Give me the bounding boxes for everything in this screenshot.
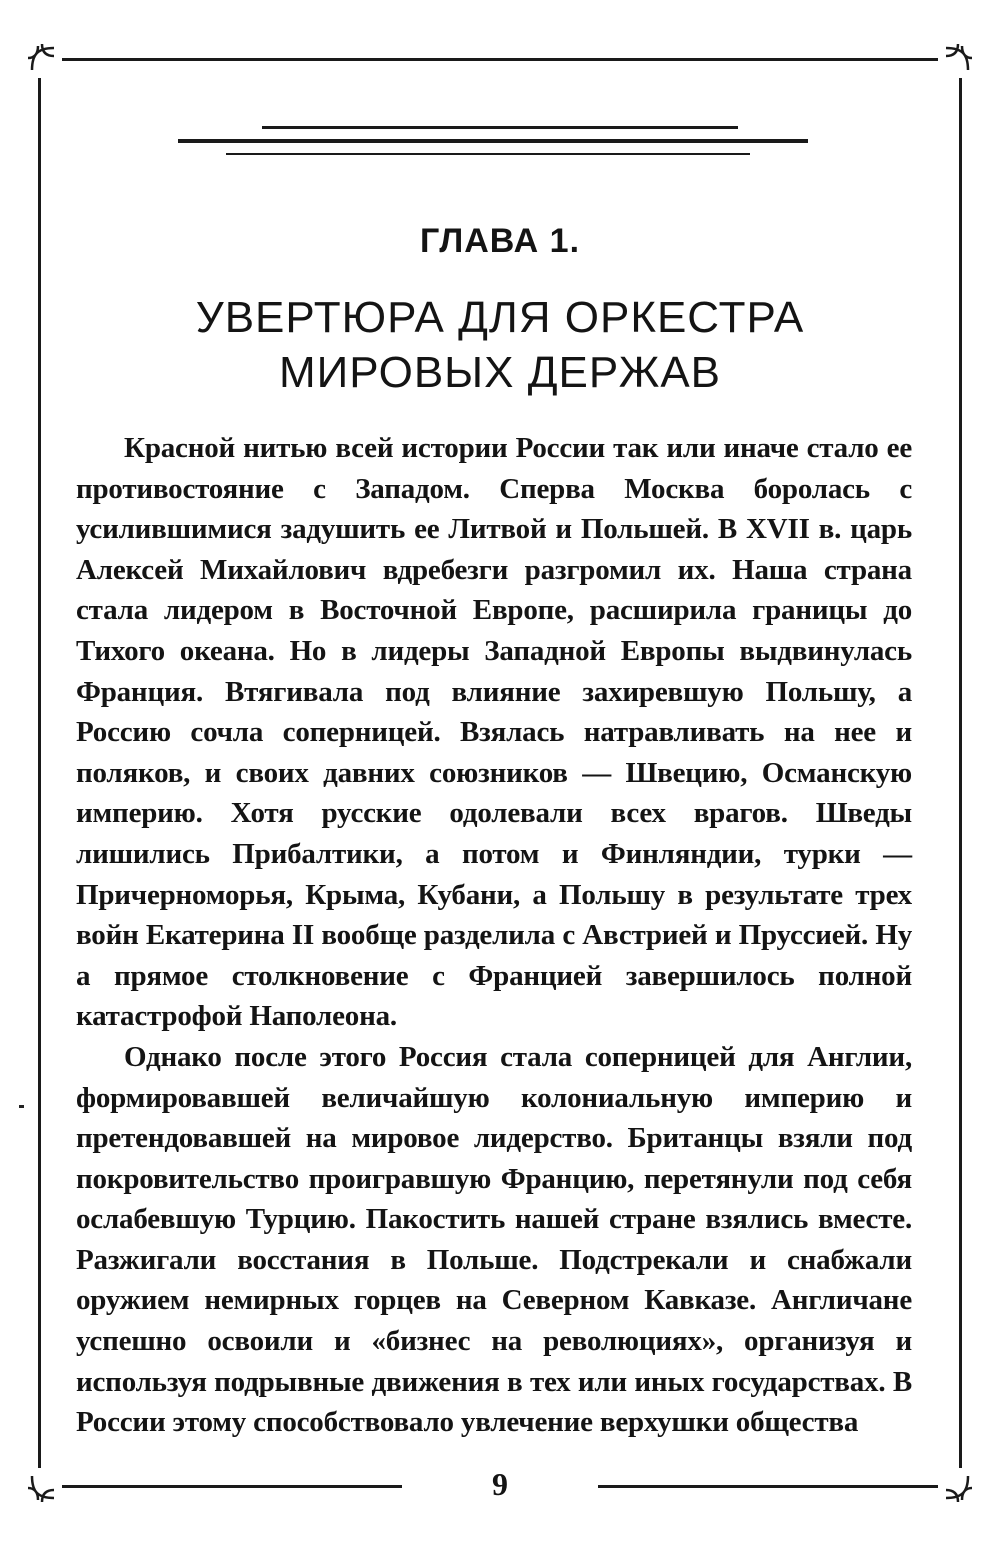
margin-mark xyxy=(19,1105,24,1108)
paragraph: Однако после этого Россия стала соперницей для Англии, формировавшей величайшую колониальную империю и претендовавшей на мировое лидерство. Британцы взяли под покровительство проигравшую Францию, перетянули под себя ослабевшую Турцию. Пакостить нашей стране взялись вместе. Разжигали восстания в Польше. Подстрекали и снабжали оружием немирных горцев на Северном Кавказе. Англичане успешно освоили и «бизнес на революциях», организуя и используя подрывные движения в тех или иных государствах. В России этому способствовало увлечение верхушки общества xyxy=(76,1040,912,1439)
frame-right-line xyxy=(959,78,962,1468)
page-number: 9 xyxy=(492,1466,508,1502)
frame-left-line xyxy=(38,78,41,1468)
header-ornament-line xyxy=(262,126,738,129)
corner-ornament-icon xyxy=(24,40,64,80)
frame-top-line xyxy=(62,58,938,61)
corner-ornament-icon xyxy=(936,40,976,80)
header-ornament-line xyxy=(178,139,808,143)
body-text xyxy=(76,428,912,1443)
chapter-label: ГЛАВА 1. xyxy=(419,222,581,260)
chapter-title: УВЕРТЮРА ДЛЯ ОРКЕСТРА МИРОВЫХ ДЕРЖАВ xyxy=(195,293,805,397)
header-ornament-line xyxy=(226,153,750,155)
paragraph: Красной нитью всей истории России так или иначе стало ее противостояние с Западом. Сперва Москва боролась с усилившимися задушить ее Литвой и Польшей. В XVII в. царь Алексей Михайлович вдребезги разгромил их. Наша страна стала лидером в Восточной Европе, расширила границы до Тихого океана. Но в лидеры Западной Европы выдвинулась Франция. Втягивала под влияние захиревшую Польшу, а Россию сочла соперницей. Взялась натравливать на нее и поляков, и своих давних союзников — Швецию, Османскую империю. Хотя русские одолевали всех врагов. Шведы лишились Прибалтики, а потом и Финляндии, турки — Причерноморья, Крыма, Кубани, а Польшу в результате трех войн Екатерина II вообще разделила с Австрией и Пруссией. Ну а прямое столкновение с Францией завершилось полной катастрофой Наполеона. xyxy=(76,432,912,1033)
